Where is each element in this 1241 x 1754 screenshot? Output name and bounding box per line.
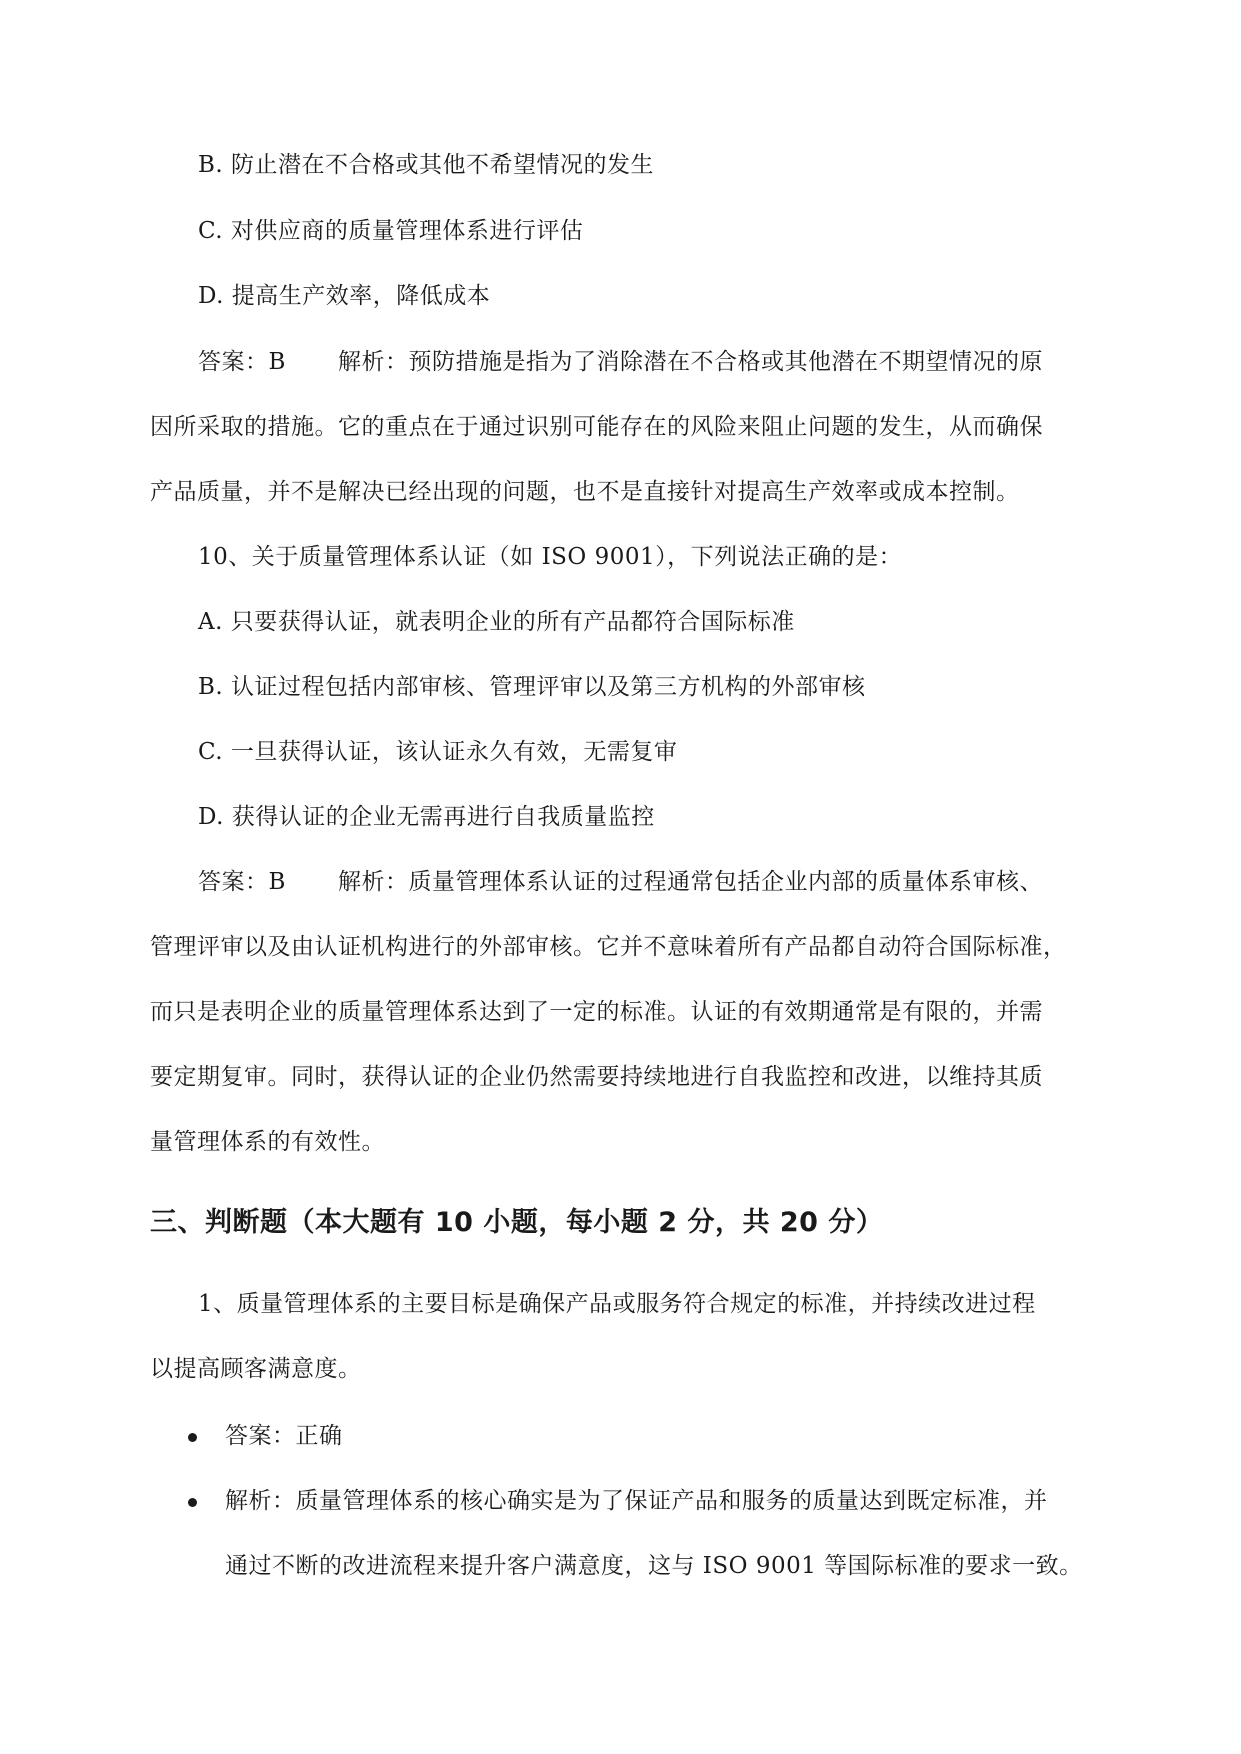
- judge-q1-line2: 以提高顾客满意度。: [150, 1356, 362, 1382]
- q10-option-b: B. 认证过程包括内部审核、管理评审以及第三方机构的外部审核: [198, 674, 866, 700]
- q10-analysis-start: 解析：质量管理体系认证的过程通常包括企业内部的质量体系审核、: [338, 869, 1043, 895]
- q10-answer-line: [198, 867, 1043, 897]
- judge-q1-analysis-line2: 通过不断的改进流程来提升客户满意度，这与 ISO 9001 等国际标准的要求一致。: [225, 1553, 1083, 1579]
- q10-option-d: D. 获得认证的企业无需再进行自我质量监控: [198, 804, 655, 830]
- judge-q1-line1: 1、质量管理体系的主要目标是确保产品或服务符合规定的标准，并持续改进过程: [198, 1291, 1036, 1317]
- q9-answer: 答案：B: [198, 349, 286, 375]
- q9-analysis-start: 解析：预防措施是指为了消除潜在不合格或其他潜在不期望情况的原: [338, 349, 1043, 375]
- q10-analysis-line5: 量管理体系的有效性。: [150, 1129, 385, 1155]
- q9-analysis-line3: 产品质量，并不是解决已经出现的问题，也不是直接针对提高生产效率或成本控制。: [150, 479, 1020, 505]
- q10-analysis-line2: 管理评审以及由认证机构进行的外部审核。它并不意味着所有产品都自动符合国际标准，: [150, 934, 1067, 960]
- q9-option-d: D. 提高生产效率，降低成本: [198, 283, 491, 309]
- q10-answer: 答案：B: [198, 869, 286, 895]
- q9-analysis-line2: 因所采取的措施。它的重点在于通过识别可能存在的风险来阻止问题的发生，从而确保: [150, 414, 1043, 440]
- bullet-icon: [188, 1498, 197, 1507]
- q10-option-a: A. 只要获得认证，就表明企业的所有产品都符合国际标准: [198, 609, 795, 635]
- q9-option-b: B. 防止潜在不合格或其他不希望情况的发生: [198, 152, 655, 178]
- q10-option-c: C. 一旦获得认证，该认证永久有效，无需复审: [198, 739, 678, 765]
- q10-analysis-line4: 要定期复审。同时，获得认证的企业仍然需要持续地进行自我监控和改进，以维持其质: [150, 1064, 1043, 1090]
- q9-answer-line: [198, 347, 1043, 377]
- judge-q1-answer: 答案：正确: [225, 1423, 343, 1449]
- judge-q1-analysis-line1: 解析：质量管理体系的核心确实是为了保证产品和服务的质量达到既定标准，并: [225, 1488, 1048, 1514]
- q10-analysis-line3: 而只是表明企业的质量管理体系达到了一定的标准。认证的有效期通常是有限的，并需: [150, 999, 1043, 1025]
- bullet-icon: [188, 1433, 197, 1442]
- section-heading: 三、判断题（本大题有 10 小题，每小题 2 分，共 20 分）: [150, 1207, 884, 1238]
- q10-stem: 10、关于质量管理体系认证（如 ISO 9001），下列说法正确的是：: [198, 544, 903, 570]
- q9-option-c: C. 对供应商的质量管理体系进行评估: [198, 218, 584, 244]
